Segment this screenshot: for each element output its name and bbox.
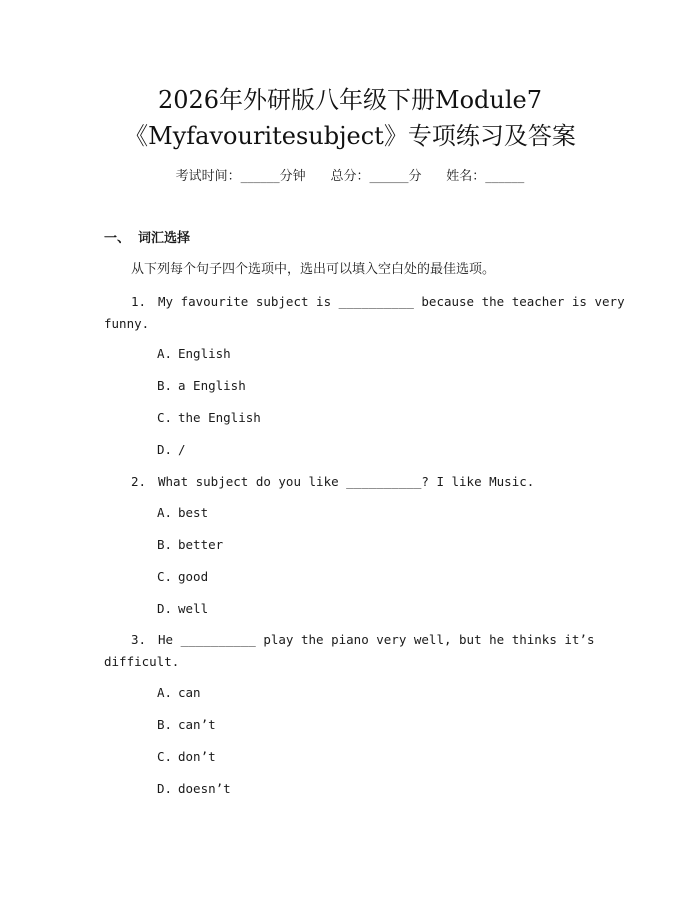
- option-text: best: [178, 505, 209, 520]
- page-title-line-1: 2026年外研版八年级下册Module7: [157, 86, 543, 114]
- option-1a[interactable]: [157, 344, 231, 364]
- option-1d[interactable]: [157, 440, 186, 460]
- option-2a[interactable]: [157, 503, 208, 523]
- option-text: the English: [178, 410, 261, 425]
- option-letter: A.: [157, 346, 173, 361]
- option-text: a English: [178, 378, 246, 393]
- option-3d[interactable]: [157, 779, 231, 799]
- section-title: 词汇选择: [138, 231, 191, 246]
- option-3a[interactable]: [157, 683, 201, 703]
- option-letter: D.: [157, 781, 173, 796]
- question-text: He __________ play the piano very well, but he thinks it’s: [158, 632, 595, 647]
- option-text: can: [178, 685, 201, 700]
- question-text-continued: difficult.: [104, 654, 180, 669]
- question-number: 3.: [131, 632, 147, 647]
- exam-meta: [0, 167, 700, 187]
- option-letter: C.: [157, 749, 173, 764]
- option-letter: D.: [157, 442, 173, 457]
- question-number: 1.: [131, 294, 147, 309]
- option-1c[interactable]: [157, 408, 261, 428]
- option-letter: C.: [157, 410, 173, 425]
- page-title-line-2: 《Myfavouritesubject》专项练习及答案: [124, 122, 576, 150]
- option-text: better: [178, 537, 224, 552]
- option-3c[interactable]: [157, 747, 216, 767]
- option-text: doesn’t: [178, 781, 231, 796]
- question-3: [104, 629, 595, 673]
- option-1b[interactable]: [157, 376, 246, 396]
- option-letter: B.: [157, 378, 173, 393]
- option-text: can’t: [178, 717, 216, 732]
- option-letter: D.: [157, 601, 173, 616]
- option-2c[interactable]: [157, 567, 208, 587]
- option-text: English: [178, 346, 231, 361]
- section-number: 一、: [104, 231, 131, 246]
- question-number: 2.: [131, 474, 147, 489]
- option-3b[interactable]: [157, 715, 216, 735]
- option-text: well: [178, 601, 209, 616]
- option-letter: B.: [157, 537, 173, 552]
- total-score-label: 总分：______分: [330, 169, 422, 184]
- option-text: good: [178, 569, 209, 584]
- option-letter: C.: [157, 569, 173, 584]
- option-text: don’t: [178, 749, 216, 764]
- student-name-label: 姓名：______: [446, 169, 525, 184]
- question-2: [104, 471, 589, 493]
- question-1: [104, 291, 625, 335]
- option-text: /: [178, 442, 186, 457]
- option-letter: B.: [157, 717, 173, 732]
- question-text: My favourite subject is __________ because the teacher is very: [158, 294, 625, 309]
- option-letter: A.: [157, 685, 173, 700]
- section-instruction: 从下列每个句子四个选项中，选出可以填入空白处的最佳选项。: [131, 262, 496, 277]
- option-2b[interactable]: [157, 535, 223, 555]
- question-text-continued: funny.: [104, 316, 150, 331]
- exam-time-label: 考试时间：______分钟: [175, 169, 306, 184]
- option-letter: A.: [157, 505, 173, 520]
- question-text: What subject do you like __________? I like Music.: [158, 474, 535, 489]
- option-2d[interactable]: [157, 599, 208, 619]
- section-heading: [104, 229, 190, 249]
